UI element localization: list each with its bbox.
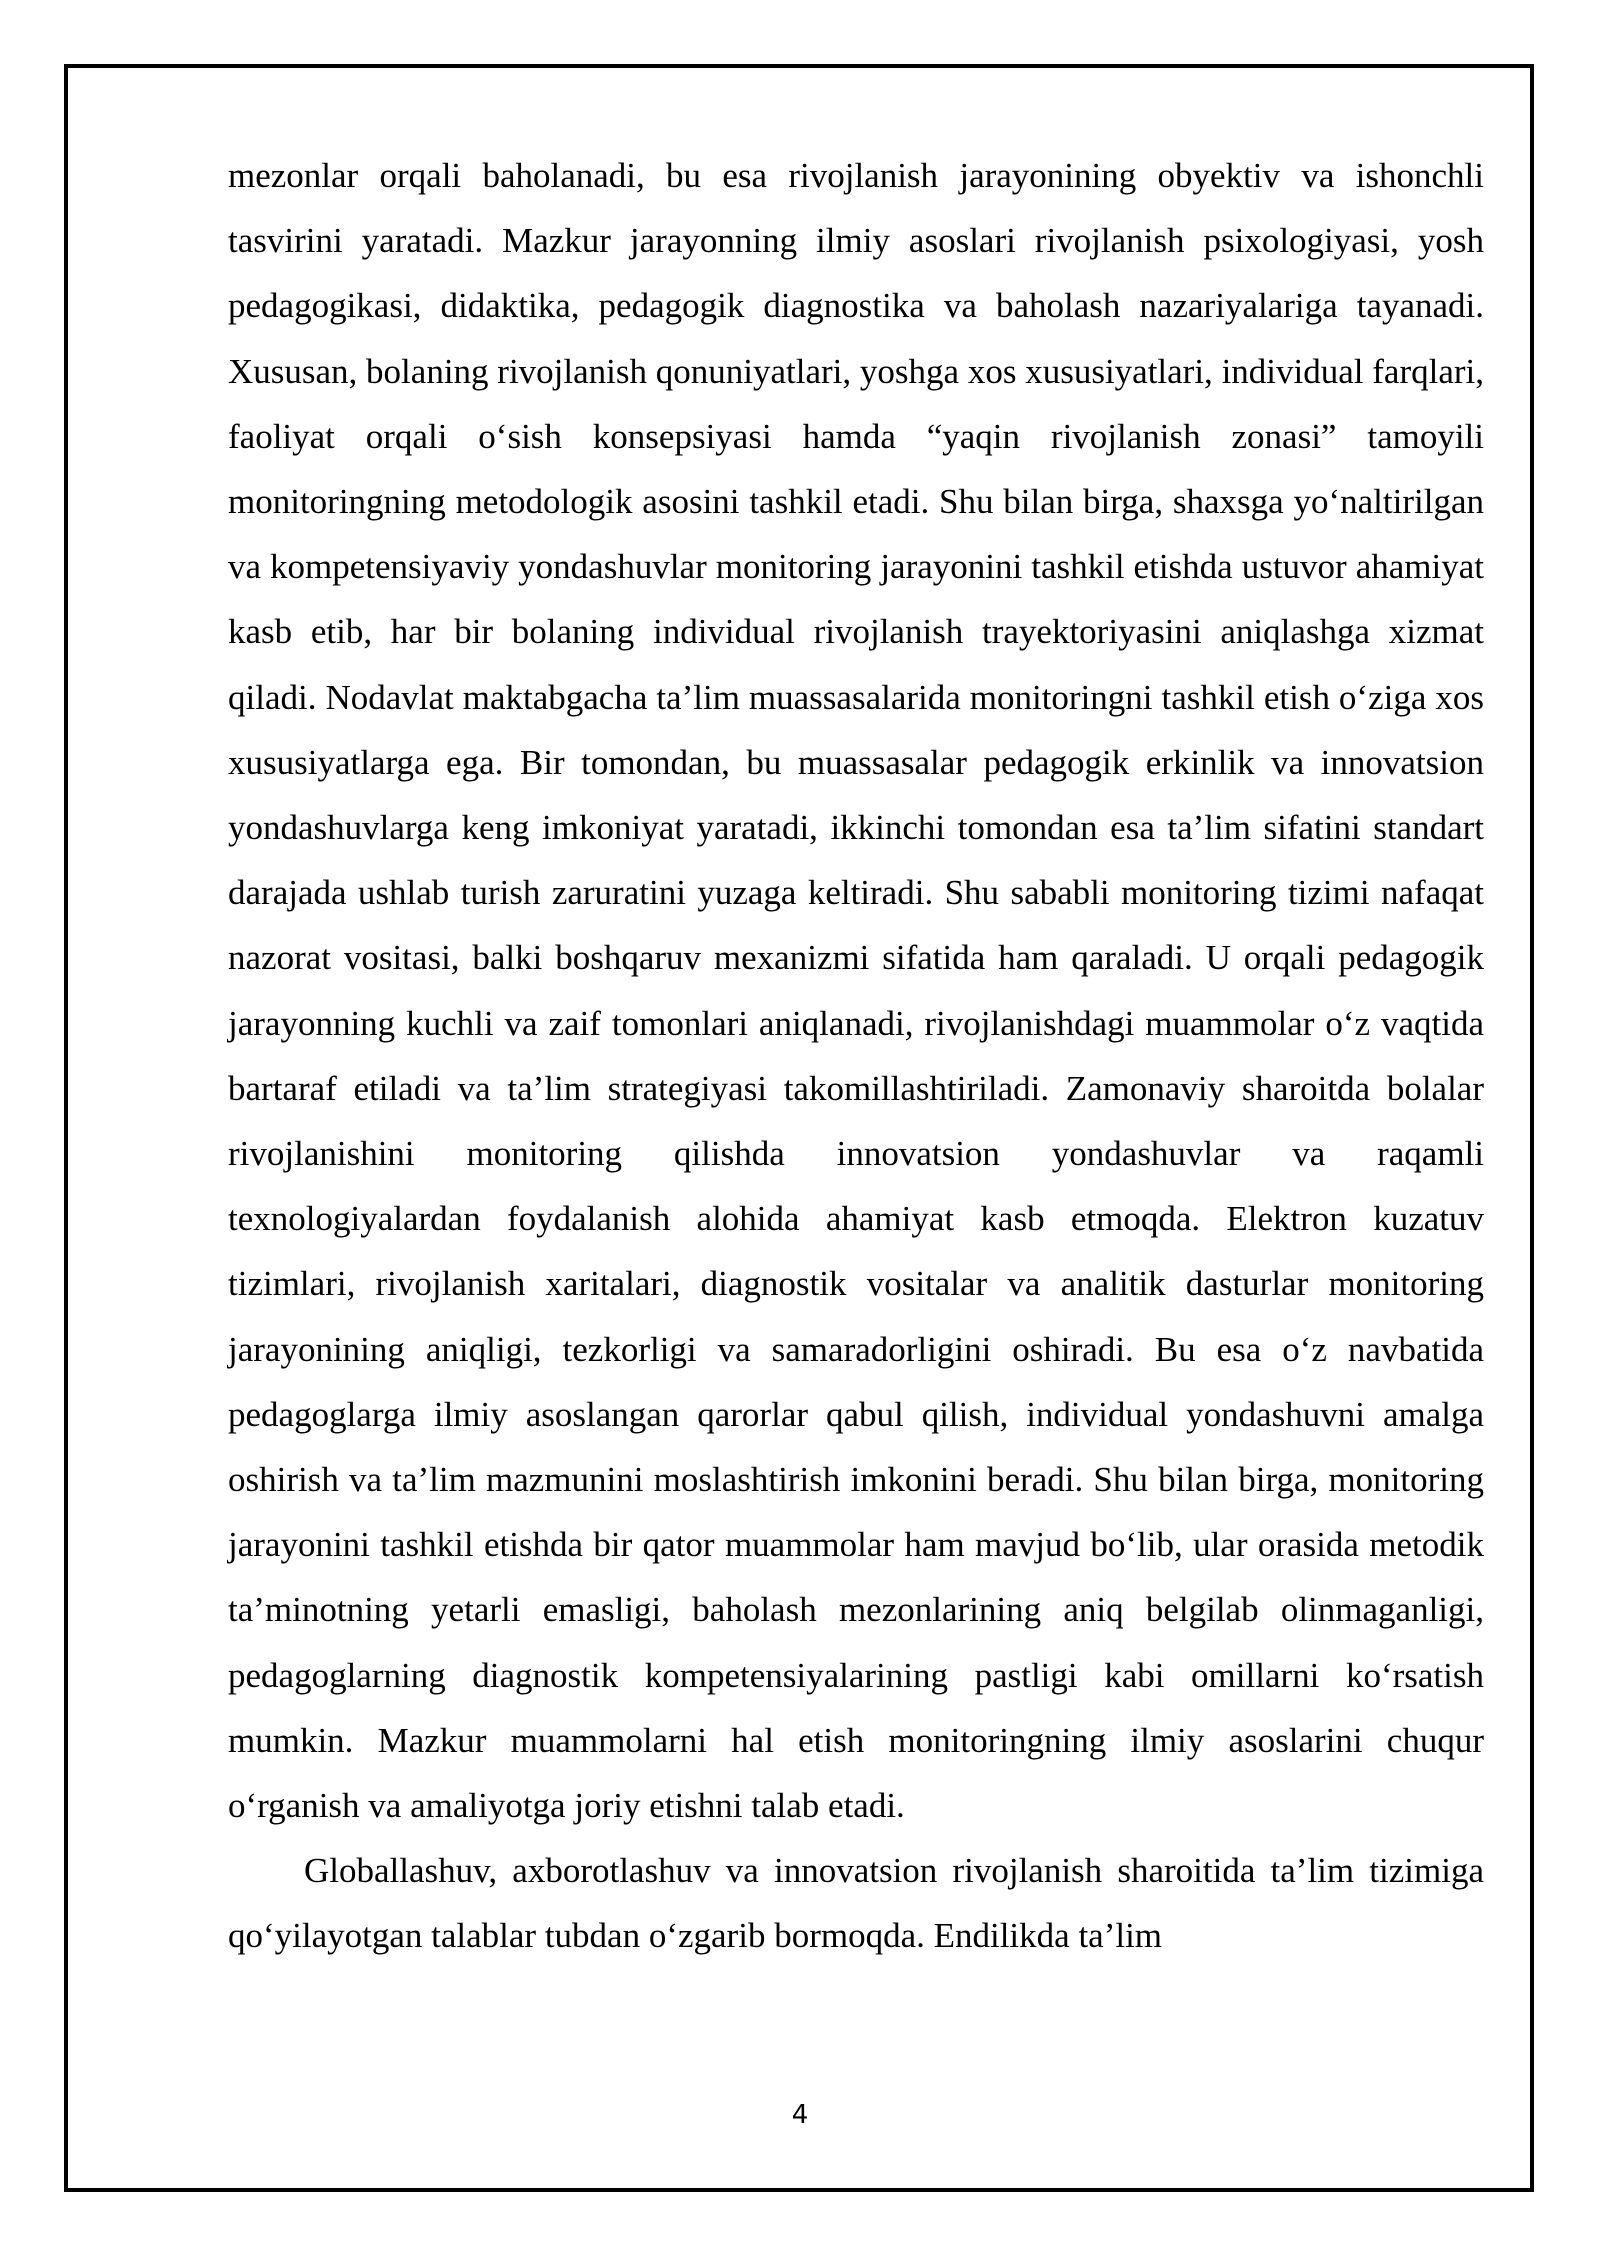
page-number: 4 [791,2100,809,2130]
document-body [228,143,1484,1969]
paragraph-globallashuv: Globallashuv, axborotlashuv va innovatsion rivojlanish sharoitida ta’lim tizimiga qo‘yilayotgan talablar tubdan o‘zgarib bormoqda. Endilikda ta’lim [228,1851,1484,1956]
paragraph-continued: mezonlar orqali baholanadi, bu esa rivojlanish jarayonining obyektiv va ishonchli tasvirini yaratadi. Mazkur jarayonning ilmiy asoslari rivojlanish psixologiyasi, yosh pedagogikasi, didaktika, pedagogik diagnostika va baholash nazariyalariga tayanadi. Xususan, bolaning rivojlanish qonuniyatlari, yoshga xos xususiyatlari, individual farqlari, faoliyat orqali o‘sish konsepsiyasi hamda “yaqin rivojlanish zonasi” tamoyili monitoringning metodologik asosini tashkil etadi. Shu bilan birga, shaxsga yo‘naltirilgan va kompetensiyaviy yondashuvlar monitoring jarayonini tashkil etishda ustuvor ahamiyat kasb etib, har bir bolaning individual rivojlanish trayektoriyasini aniqlashga xizmat qiladi. Nodavlat maktabgacha ta’lim muassasalarida monitoringni tashkil etish o‘ziga xos xususiyatlarga ega. Bir tomondan, bu muassasalar pedagogik erkinlik va innovatsion yondashuvlarga keng imkoniyat yaratadi, ikkinchi tomondan esa ta’lim sifatini standart darajada ushlab turish zaruratini yuzaga keltiradi. Shu sababli monitoring tizimi nafaqat nazorat vositasi, balki boshqaruv mexanizmi sifatida ham qaraladi. U orqali pedagogik jarayonning kuchli va zaif tomonlari aniqlanadi, rivojlanishdagi muammolar o‘z vaqtida bartaraf etiladi va ta’lim strategiyasi takomillashtiriladi. Zamonaviy sharoitda bolalar rivojlanishini monitoring qilishda innovatsion yondashuvlar va raqamli texnologiyalardan foydalanish alohida ahamiyat kasb etmoqda. Elektron kuzatuv tizimlari, rivojlanish xaritalari, diagnostik vositalar va analitik dasturlar monitoring jarayonining aniqligi, tezkorligi va samaradorligini oshiradi. Bu esa o‘z navbatida pedagoglarga ilmiy asoslangan qarorlar qabul qilish, individual yondashuvni amalga oshirish va ta’lim mazmunini moslashtirish imkonini beradi. Shu bilan birga, monitoring jarayonini tashkil etishda bir qator muammolar ham mavjud bo‘lib, ular orasida metodik ta’minotning yetarli emasligi, baholash mezonlarining aniq belgilab olinmaganligi, pedagoglarning diagnostik kompetensiyalarining pastligi kabi omillarni ko‘rsatish mumkin. Mazkur muammolarni hal etish monitoringning ilmiy asoslarini chuqur o‘rganish va amaliyotga joriy etishni talab etadi. [228,156,1484,1826]
